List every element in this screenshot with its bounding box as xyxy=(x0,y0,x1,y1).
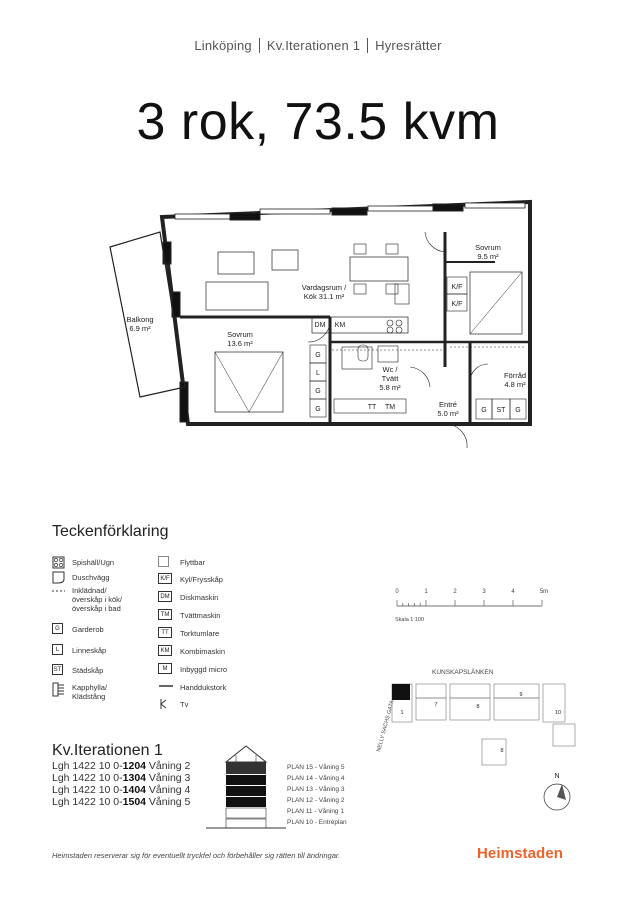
legend-col-2 xyxy=(158,556,278,716)
plan-symbol-g: G xyxy=(515,407,521,414)
block-label: 8 xyxy=(476,704,480,710)
breadcrumb-type: Hyresrätter xyxy=(375,38,442,53)
dishwasher-icon: DM xyxy=(158,591,172,602)
brand-logo: Heimstaden xyxy=(477,845,564,862)
scale-tick-label: 3 xyxy=(482,589,486,595)
scale-tick-label: 0 xyxy=(395,589,399,595)
block-label: 10 xyxy=(554,710,562,716)
linen-cabinet-icon: L xyxy=(52,644,63,655)
legend-item-label: Linneskåp xyxy=(72,646,107,655)
page-title: 3 rok, 73.5 kvm xyxy=(136,93,500,151)
legend-item-label: Tv xyxy=(180,700,189,709)
legend-item-label: Handdukstork xyxy=(180,683,227,692)
apartment-row: Lgh 1422 10 0-1404 Våning 4 xyxy=(52,784,191,796)
floor-label: PLAN 14 - Våning 4 xyxy=(287,775,345,782)
breadcrumb-separator xyxy=(259,38,260,53)
building-section xyxy=(206,742,286,832)
plan-symbol-g: G xyxy=(315,388,321,395)
plan-symbol-kf: K/F xyxy=(451,284,463,291)
north-label: N xyxy=(554,773,560,780)
apartment-row: Lgh 1422 10 0-1304 Våning 3 xyxy=(52,772,191,784)
coat-rack-icon xyxy=(52,682,66,698)
floor-label: PLAN 15 - Våning 5 xyxy=(287,764,345,771)
legend-item-label: Inbyggd micro xyxy=(180,665,228,674)
block-label: 9 xyxy=(519,692,523,698)
scale-tick-label: 2 xyxy=(453,589,457,595)
legend-item-label: Torktumlare xyxy=(180,629,220,638)
microwave-icon: M xyxy=(158,663,172,674)
scale-tick-label: 5m xyxy=(539,589,549,595)
shower-screen-icon xyxy=(52,571,66,585)
floor-label: PLAN 13 - Våning 3 xyxy=(287,786,345,793)
floor-label: PLAN 12 - Våning 2 xyxy=(287,797,345,804)
room-forrad: Förråd 4.8 m² xyxy=(503,371,527,389)
breadcrumb-city: Linköping xyxy=(194,38,252,53)
disclaimer: Heimstaden reserverar sig för eventuellt tryckfel och förbehåller sig rätten till ändringar. xyxy=(52,851,341,860)
apartment-row: Lgh 1422 10 0-1504 Våning 5 xyxy=(52,796,191,808)
legend-item-label: Kyl/Frysskåp xyxy=(180,575,223,584)
wardrobe-icon: G xyxy=(52,623,63,634)
plan-symbol-g: G xyxy=(315,352,321,359)
legend-item-label: Städskåp xyxy=(72,666,104,675)
floor-plan xyxy=(100,192,540,462)
combi-machine-icon: KM xyxy=(158,645,172,656)
legend-item-label: Tvättmaskin xyxy=(180,611,221,620)
plan-symbol-g: G xyxy=(315,406,321,413)
north-arrow-icon xyxy=(538,770,578,814)
fridge-freezer-icon: K/F xyxy=(158,573,172,584)
washing-machine-icon: TM xyxy=(158,609,172,620)
room-wc: Wc / Tvätt 5.8 m² xyxy=(379,365,401,392)
legend-item-label: Diskmaskin xyxy=(180,593,219,602)
legend-item-label: Garderob xyxy=(72,625,104,634)
kv-title: Kv.Iterationen 1 xyxy=(52,742,163,759)
breadcrumb-project: Kv.Iterationen 1 xyxy=(266,38,361,53)
legend-item-label: Spishäll/Ugn xyxy=(72,558,115,567)
block-label: 7 xyxy=(434,702,438,708)
street-label: NELLY SACHS GATA xyxy=(376,699,396,753)
scale-tick-label: 1 xyxy=(424,589,428,595)
plan-symbol-kf: K/F xyxy=(451,301,463,308)
floor-label: PLAN 11 - Våning 1 xyxy=(287,808,344,815)
block-label: 1 xyxy=(400,710,404,716)
legend-item-label: Kombimaskin xyxy=(180,647,226,656)
floor-label: PLAN 10 - Entréplan xyxy=(287,819,347,826)
plan-symbol-tt: TT xyxy=(367,404,377,411)
legend-item-label: Kapphylla/ Klädstång xyxy=(72,683,108,701)
breadcrumb xyxy=(0,38,636,53)
apartment-row: Lgh 1422 10 0-1204 Våning 2 xyxy=(52,760,191,772)
room-balkong: Balkong 6.9 m² xyxy=(126,315,154,333)
plan-symbol-l: L xyxy=(316,370,320,377)
scale-tick-label: 4 xyxy=(511,589,515,595)
dashed-line-icon xyxy=(52,588,66,594)
scale-bar xyxy=(392,584,562,624)
legend-col-1 xyxy=(52,556,172,716)
room-sovrum-1: Sovrum 9.5 m² xyxy=(475,243,501,261)
legend-item-label: Duschvägg xyxy=(72,573,110,582)
site-map xyxy=(370,664,580,774)
room-sovrum-2: Sovrum 13.6 m² xyxy=(227,330,253,348)
plan-symbol-g: G xyxy=(481,407,487,414)
highlighted-building xyxy=(392,684,410,700)
stove-icon xyxy=(52,556,66,570)
plan-symbol-tm: TM xyxy=(384,404,396,411)
tv-icon xyxy=(158,698,174,710)
legend-title: Teckenförklaring xyxy=(52,523,169,540)
legend-item-label: Inklädnad/ överskåp i kök/ överskåp i bad xyxy=(72,586,123,613)
plan-symbol-dm: DM xyxy=(314,322,326,329)
scale-label: Skala 1:100 xyxy=(395,617,425,623)
legend-item-label: Flyttbar xyxy=(180,558,206,567)
towel-warmer-icon xyxy=(158,682,174,690)
room-vardagsrum: Vardagsrum / Kök 31.1 m² xyxy=(301,283,347,301)
breadcrumb-separator xyxy=(367,38,368,53)
block-label: 8 xyxy=(500,748,504,754)
dryer-icon: TT xyxy=(158,627,172,638)
plan-symbol-km: KM xyxy=(334,322,346,329)
street-label: KUNSKAPSLÄNKEN xyxy=(432,669,494,676)
movable-icon xyxy=(158,556,169,567)
plan-symbol-st: ST xyxy=(496,407,506,414)
cleaning-cabinet-icon: ST xyxy=(52,664,63,675)
room-entre: Entré 5.0 m² xyxy=(437,400,459,418)
